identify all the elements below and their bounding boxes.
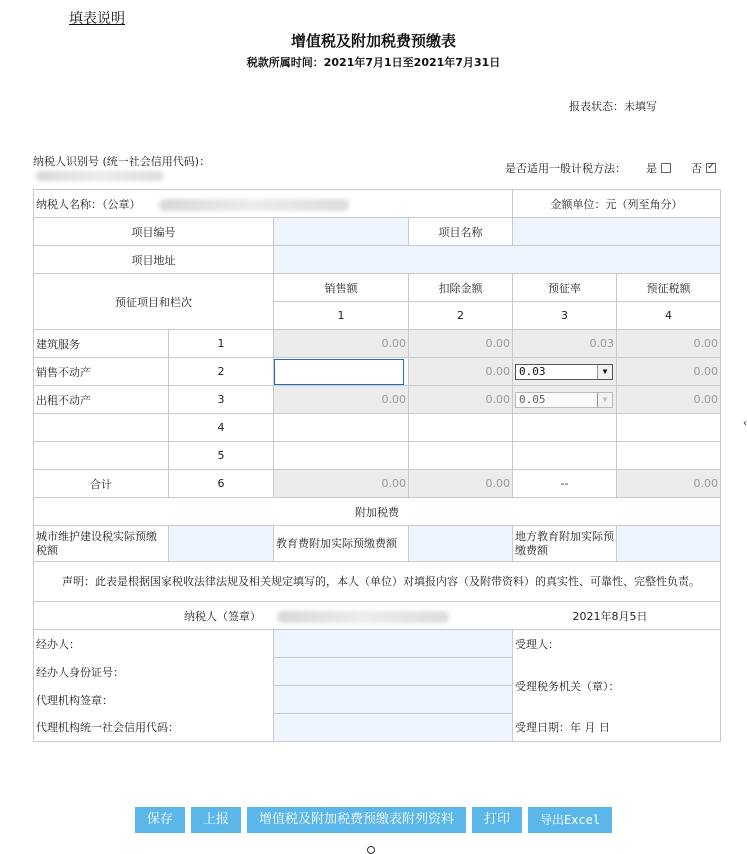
sales-cell bbox=[274, 358, 409, 386]
report-status: 报表状态：未填写 bbox=[569, 100, 657, 113]
row-label: 出租不动产 bbox=[34, 386, 169, 414]
yes-checkbox[interactable] bbox=[661, 163, 671, 173]
col-number: 1 bbox=[274, 302, 409, 330]
tax-cell[interactable] bbox=[617, 414, 721, 442]
project-address-input[interactable] bbox=[274, 246, 721, 274]
signer-cell bbox=[34, 602, 513, 630]
deduction-cell: 0.00 bbox=[409, 358, 513, 386]
handler-label: 经办人： bbox=[34, 630, 274, 658]
row-number: 6 bbox=[169, 470, 274, 498]
deduction-cell[interactable] bbox=[409, 414, 513, 442]
save-button[interactable]: 保存 bbox=[135, 807, 185, 833]
tax-cell[interactable] bbox=[617, 442, 721, 470]
tax-method-row bbox=[505, 160, 716, 176]
sales-input[interactable] bbox=[274, 359, 404, 385]
agency-sign-label: 代理机构签章： bbox=[34, 686, 274, 714]
receive-date-label: 受理日期：年 月 日 bbox=[513, 714, 721, 742]
scroll-caret-icon: ‹ bbox=[743, 418, 747, 429]
deduction-cell: 0.00 bbox=[409, 330, 513, 358]
rate-cell: 0.03 bbox=[513, 330, 617, 358]
row-number: 4 bbox=[169, 414, 274, 442]
row-label bbox=[34, 414, 169, 442]
project-address-label: 项目地址 bbox=[34, 246, 274, 274]
declaration-text: 声明：此表是根据国家税收法律法规及相关规定填写的，本人（单位）对填报内容（及附带资料）的真实性、可靠性、完整性负责。 bbox=[34, 562, 721, 602]
agency-code-input[interactable] bbox=[274, 714, 513, 742]
sales-cell: 0.00 bbox=[274, 330, 409, 358]
taxpayer-name-label: 纳税人名称：（公章） bbox=[36, 197, 141, 211]
urban-tax-input[interactable] bbox=[169, 526, 274, 562]
surcharge-section-title: 附加税费 bbox=[34, 498, 721, 526]
form-title: 增值税及附加税费预缴表 bbox=[290, 32, 456, 50]
row-number: 5 bbox=[169, 442, 274, 470]
help-link[interactable]: 填表说明 bbox=[69, 11, 125, 27]
rate-cell bbox=[513, 358, 617, 386]
tax-office-label: 受理税务机关（章）： bbox=[513, 658, 721, 714]
row-number: 2 bbox=[169, 358, 274, 386]
rate-cell[interactable] bbox=[513, 414, 617, 442]
rate-select[interactable] bbox=[515, 392, 613, 408]
col-header-tax: 预征税额 bbox=[617, 274, 721, 302]
submit-button[interactable]: 上报 bbox=[191, 807, 241, 833]
sales-cell: 0.00 bbox=[274, 386, 409, 414]
project-code-input[interactable] bbox=[274, 218, 409, 246]
export-excel-button[interactable]: 导出Excel bbox=[528, 807, 612, 833]
row-label: 建筑服务 bbox=[34, 330, 169, 358]
rate-select[interactable] bbox=[515, 364, 613, 380]
taxpayer-name-cell bbox=[34, 190, 513, 218]
deduction-total: 0.00 bbox=[409, 470, 513, 498]
agency-code-label: 代理机构统一社会信用代码： bbox=[34, 714, 274, 742]
taxpayer-id-value-redacted bbox=[36, 171, 164, 181]
deduction-cell: 0.00 bbox=[409, 386, 513, 414]
action-bar bbox=[0, 807, 747, 833]
col-header-sales: 销售额 bbox=[274, 274, 409, 302]
tax-method-label: 是否适用一般计税方法： bbox=[505, 162, 626, 175]
project-name-label: 项目名称 bbox=[409, 218, 513, 246]
col-number: 4 bbox=[617, 302, 721, 330]
taxpayer-id-label: 纳税人识别号 (统一社会信用代码)： bbox=[33, 155, 211, 168]
receiver-label: 受理人： bbox=[513, 630, 721, 658]
rate-cell bbox=[513, 386, 617, 414]
no-checkbox[interactable] bbox=[706, 163, 716, 173]
tax-total: 0.00 bbox=[617, 470, 721, 498]
handler-input[interactable] bbox=[274, 630, 513, 658]
row-label-total: 合计 bbox=[34, 470, 169, 498]
project-code-label: 项目编号 bbox=[34, 218, 274, 246]
tax-cell: 0.00 bbox=[617, 358, 721, 386]
urban-tax-label: 城市维护建设税实际预缴税额 bbox=[34, 526, 169, 562]
local-education-input[interactable] bbox=[617, 526, 721, 562]
sales-cell[interactable] bbox=[274, 442, 409, 470]
col-header-rate: 预征率 bbox=[513, 274, 617, 302]
chevron-down-icon[interactable]: ▼ bbox=[597, 365, 612, 379]
column-group-label: 预征项目和栏次 bbox=[34, 274, 274, 330]
handler-id-label: 经办人身份证号： bbox=[34, 658, 274, 686]
local-education-label: 地方教育附加实际预缴费额 bbox=[513, 526, 617, 562]
row-number: 1 bbox=[169, 330, 274, 358]
deduction-cell[interactable] bbox=[409, 442, 513, 470]
education-fee-input[interactable] bbox=[409, 526, 513, 562]
tax-cell: 0.00 bbox=[617, 330, 721, 358]
col-number: 3 bbox=[513, 302, 617, 330]
yes-label: 是 bbox=[646, 162, 657, 175]
chevron-down-icon[interactable]: ▼ bbox=[597, 393, 612, 407]
row-number: 3 bbox=[169, 386, 274, 414]
col-number: 2 bbox=[409, 302, 513, 330]
tax-period: 税款所属时间：2021年7月1日至2021年7月31日 bbox=[246, 56, 501, 69]
project-name-input[interactable] bbox=[513, 218, 721, 246]
row-label bbox=[34, 442, 169, 470]
signer-redacted bbox=[277, 611, 449, 623]
taxpayer-name-redacted bbox=[159, 199, 349, 211]
declaration-date: 2021年8月5日 bbox=[513, 602, 721, 630]
tax-cell: 0.00 bbox=[617, 386, 721, 414]
print-button[interactable]: 打印 bbox=[472, 807, 522, 833]
rate-select-value: 0.03 bbox=[519, 365, 546, 378]
no-label: 否 bbox=[691, 162, 702, 175]
rate-total: -- bbox=[513, 470, 617, 498]
signer-label: 纳税人（签章） bbox=[184, 609, 261, 623]
attachments-button[interactable]: 增值税及附加税费预缴表附列资料 bbox=[247, 807, 466, 833]
handler-id-input[interactable] bbox=[274, 658, 513, 686]
education-fee-label: 教育费附加实际预缴费额 bbox=[274, 526, 409, 562]
sales-cell[interactable] bbox=[274, 414, 409, 442]
amount-unit: 金额单位：元（列至角分） bbox=[513, 190, 721, 218]
rate-cell[interactable] bbox=[513, 442, 617, 470]
rate-select-value: 0.05 bbox=[519, 393, 546, 406]
prepayment-table bbox=[33, 189, 721, 742]
row-label: 销售不动产 bbox=[34, 358, 169, 386]
col-header-deduction: 扣除金额 bbox=[409, 274, 513, 302]
agency-sign-input[interactable] bbox=[274, 686, 513, 714]
sales-total: 0.00 bbox=[274, 470, 409, 498]
